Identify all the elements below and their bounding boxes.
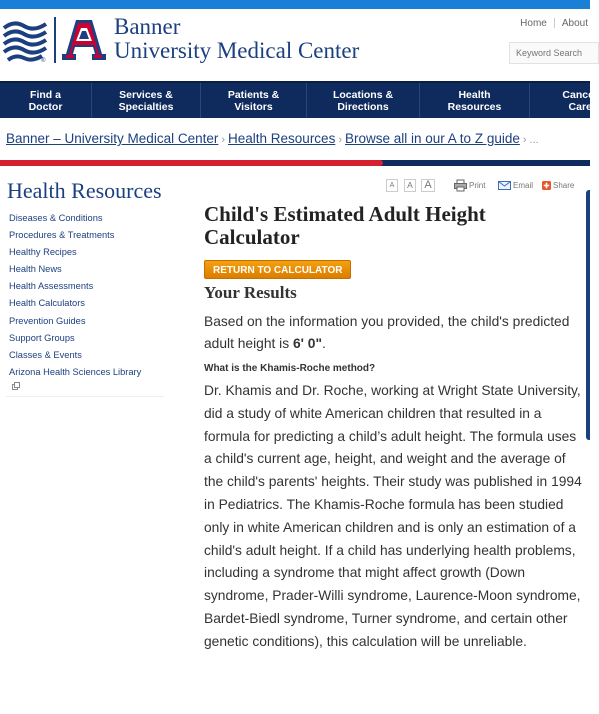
printer-icon [454,180,467,191]
page-title [204,203,584,249]
nav-item-cancer-care[interactable] [530,83,598,118]
sidebar-item-procedures-treatments[interactable]: Procedures & Treatments [9,230,115,241]
nav-item-health-resources[interactable] [420,83,530,118]
breadcrumb-chevron-icon: › [221,134,226,146]
predicted-height-value: 6' 0" [292,336,322,351]
breadcrumb-ellipsis: ... [529,134,539,146]
main-nav [0,81,598,118]
sidebar-item-support-groups[interactable]: Support Groups [9,332,75,343]
external-link-icon[interactable] [12,382,20,390]
breadcrumb-link-home[interactable]: Banner – University Medical Center [6,131,219,146]
breadcrumb-chevron-icon: › [338,134,342,146]
breadcrumb [6,131,539,146]
plus-share-icon [542,181,551,190]
nav-label-line1: Find a [30,88,61,101]
main-content [204,203,584,654]
sidebar-item-prevention-guides[interactable]: Prevention Guides [9,315,86,326]
nav-item-patients-visitors[interactable] [201,83,307,118]
nav-label-line2: Care [568,100,592,113]
nav-item-services-specialties[interactable] [92,83,201,118]
share-label: Share [553,181,575,190]
print-button[interactable] [454,179,485,192]
sidebar-item-health-calculators[interactable]: Health Calculators [9,298,85,309]
method-question-heading: What is the Khamis-Roche method? [204,363,376,374]
brand-name-line1: Banner [114,14,181,39]
text-size-small-button[interactable]: A [386,179,398,192]
sidebar-item-health-news[interactable]: Health News [9,264,62,275]
page-title-line2: Calculator [204,225,300,249]
nav-label-line2: Visitors [234,100,273,113]
utility-link-home[interactable]: Home [520,18,547,29]
result-paragraph [204,311,584,355]
results-heading: Your Results [204,283,297,302]
utility-link-about[interactable]: About [561,18,588,29]
text-size-large-button[interactable]: A [421,179,435,192]
email-button[interactable] [498,179,533,192]
sidebar-divider [6,396,164,397]
sidebar-item-health-assessments[interactable]: Health Assessments [9,281,94,292]
breadcrumb-chevron-icon: › [522,134,527,146]
page-title-line1: Child's Estimated Adult Height [204,202,486,226]
result-text: Based on the information you provided, the child's predicted adult height is [204,314,570,351]
envelope-icon [498,181,511,190]
registered-mark: ® [41,58,46,64]
divider-red-segment [0,160,383,166]
email-label: Email [513,181,534,190]
nav-label-line1: Health [458,88,491,101]
sidebar-item-classes-events[interactable]: Classes & Events [9,349,82,360]
banner-wave-icon [2,18,48,62]
sidebar-item-healthy-recipes[interactable]: Healthy Recipes [9,247,77,258]
sidebar-item-diseases-conditions[interactable]: Diseases & Conditions [9,213,103,223]
print-label: Print [469,181,486,190]
sidebar-item-arizona-library[interactable]: Arizona Health Sciences Library [9,366,142,377]
sidebar-title: Health Resources [7,178,162,203]
keyword-search-input[interactable] [509,42,599,64]
nav-label-line2: Doctor [28,100,63,113]
top-accent-bar [0,0,590,9]
nav-label-line1: Services & [119,88,173,101]
nav-label-line1: Cancer [562,88,598,101]
nav-item-find-a-doctor[interactable] [0,83,92,118]
sidebar-nav [9,212,169,383]
breadcrumb-link-a-to-z[interactable]: Browse all in our A to Z guide [345,131,520,146]
nav-label-line2: Directions [337,100,389,113]
nav-label-line1: Locations & [332,88,394,101]
site-logo[interactable] [2,14,372,70]
breadcrumb-link-health-resources[interactable]: Health Resources [228,131,336,146]
method-description: Dr. Khamis and Dr. Roche, working at Wright State University, did a study of white American children that resulted in a formula for predicting a child’s adult height. The formula uses a child's current age, height, and weight and the average of the child's parents' heights. Their study was published in 1994 in Pediatrics. The Khamis-Roche formula has been studied only in white American children and is only an estimation of a child's adult height. If a child has underlying health problems, including a syndrome that might affect growth (Down syndrome, Prader-Willi syndrome, Laurence-Moon syndrome, Bardet-Biedl syndrome, Turner syndrome, and certain other genetic conditions), this calculation will be unreliable. [204,383,582,649]
brand-name-line2: University Medical Center [114,38,360,63]
nav-label-line1: Patients & [227,88,280,101]
nav-label-line2: Resources [447,100,502,113]
nav-item-locations-directions[interactable] [307,83,420,118]
utility-separator [554,18,555,28]
logo-separator [54,17,56,63]
text-size-medium-button[interactable]: A [404,179,416,192]
feedback-tab[interactable] [586,190,590,440]
nav-label-line2: Specialties [118,100,174,113]
section-divider [0,160,590,166]
utility-links [520,18,588,29]
result-suffix: . [322,336,326,351]
arizona-a-icon [62,18,106,62]
share-button[interactable] [542,179,574,192]
return-to-calculator-button[interactable]: RETURN TO CALCULATOR [204,260,351,279]
